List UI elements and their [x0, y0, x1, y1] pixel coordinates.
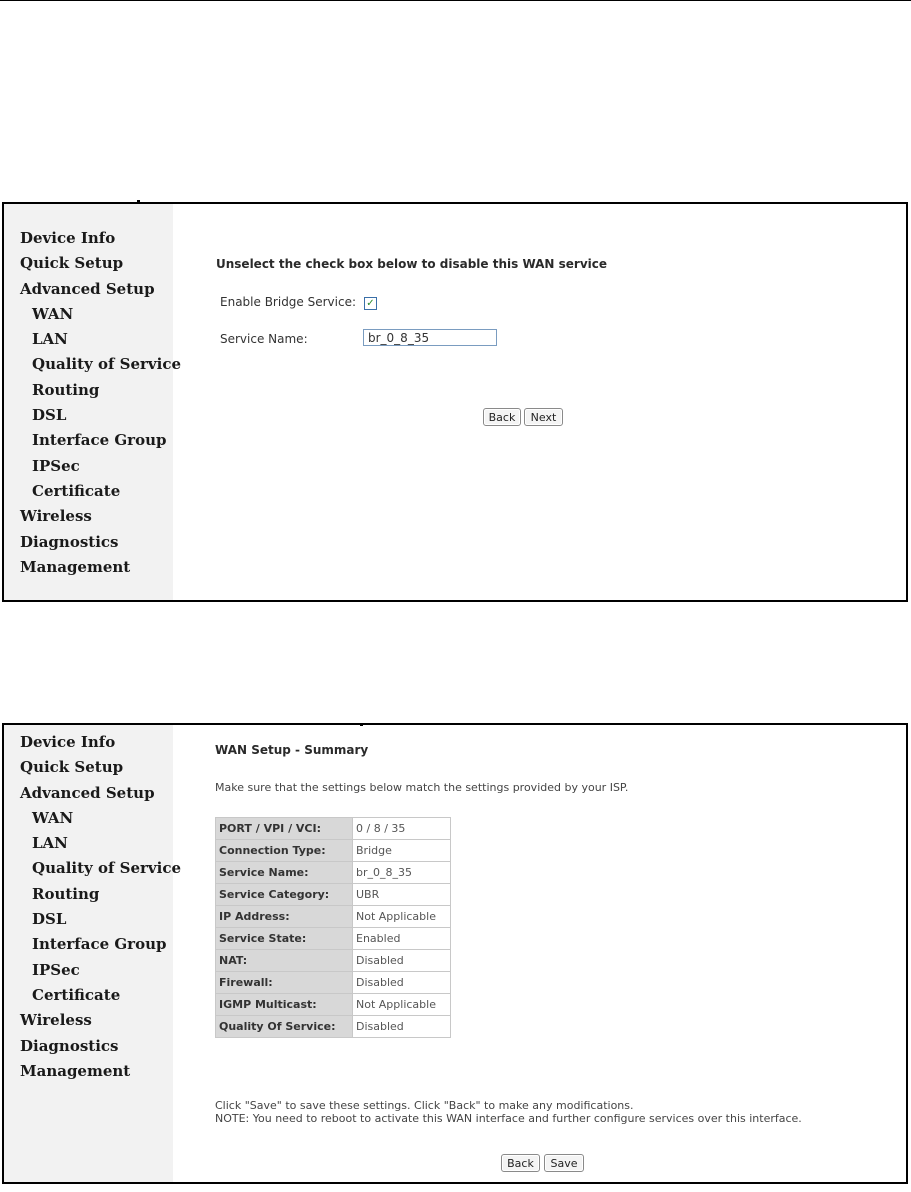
nav-item-management[interactable]: Management: [20, 557, 131, 576]
nav-item-routing[interactable]: Routing: [32, 884, 100, 903]
nav-item-quality-of-service[interactable]: Quality of Service: [32, 355, 182, 374]
row-value: Disabled: [353, 1016, 451, 1038]
back-button[interactable]: Back: [483, 408, 521, 426]
row-key: Service Name:: [216, 862, 353, 884]
next-button[interactable]: Next: [524, 408, 563, 426]
nav-item-routing[interactable]: Routing: [32, 380, 100, 399]
enable-bridge-label: Enable Bridge Service:: [220, 295, 357, 309]
nav-item-certificate[interactable]: Certificate: [32, 985, 121, 1004]
nav-item-lan[interactable]: LAN: [32, 330, 68, 349]
table-row: [216, 884, 451, 906]
row-value: 0 / 8 / 35: [353, 818, 451, 840]
row-key: NAT:: [216, 950, 353, 972]
row-key: Connection Type:: [216, 840, 353, 862]
main-content: [173, 725, 906, 1182]
nav-item-advanced-setup[interactable]: Advanced Setup: [20, 279, 155, 298]
row-key: Firewall:: [216, 972, 353, 994]
row-value: Not Applicable: [353, 994, 451, 1016]
back-button[interactable]: Back: [501, 1154, 540, 1172]
main-content: [173, 204, 906, 600]
enable-bridge-checkbox[interactable]: ✓: [364, 297, 377, 310]
nav-item-device-info[interactable]: Device Info: [20, 733, 116, 751]
sidebar-nav: [4, 725, 182, 1182]
table-row: [216, 928, 451, 950]
bridge-service-panel: [2, 202, 908, 602]
nav-item-wireless[interactable]: Wireless: [20, 1011, 92, 1030]
nav-list: [20, 730, 181, 1084]
nav-item-certificate[interactable]: Certificate: [32, 481, 121, 500]
nav-item-dsl[interactable]: DSL: [32, 910, 67, 929]
nav-item-management[interactable]: Management: [20, 1061, 131, 1080]
table-row: [216, 818, 451, 840]
footer-save-instruction: Click "Save" to save these settings. Click "Back" to make any modifications.: [215, 1099, 634, 1112]
service-name-label: Service Name:: [220, 332, 308, 346]
row-key: Quality Of Service:: [216, 1016, 353, 1038]
nav-item-advanced-setup[interactable]: Advanced Setup: [20, 783, 155, 802]
nav-item-interface-group[interactable]: Interface Group: [32, 431, 167, 450]
nav-list: [20, 226, 181, 580]
nav-item-diagnostics[interactable]: Diagnostics: [20, 532, 119, 551]
nav-item-wan[interactable]: WAN: [32, 808, 74, 827]
nav-item-diagnostics[interactable]: Diagnostics: [20, 1036, 119, 1055]
sidebar-nav: [4, 204, 182, 600]
row-key: IP Address:: [216, 906, 353, 928]
page-title: WAN Setup - Summary: [215, 743, 369, 757]
decorative-tick: [137, 200, 140, 203]
nav-item-ipsec[interactable]: IPSec: [32, 960, 80, 979]
row-value: Disabled: [353, 950, 451, 972]
row-key: Service State:: [216, 928, 353, 950]
table-row: [216, 862, 451, 884]
summary-table: [215, 817, 451, 1038]
table-row: [216, 1016, 451, 1038]
footer-note: NOTE: You need to reboot to activate this WAN interface and further configure services over this interface.: [215, 1112, 802, 1125]
page-heading: Unselect the check box below to disable this WAN service: [216, 257, 608, 271]
row-value: Disabled: [353, 972, 451, 994]
nav-item-interface-group[interactable]: Interface Group: [32, 935, 167, 954]
row-value: Enabled: [353, 928, 451, 950]
nav-item-wan[interactable]: WAN: [32, 304, 74, 323]
row-value: Bridge: [353, 840, 451, 862]
save-button[interactable]: Save: [544, 1154, 584, 1172]
nav-item-device-info[interactable]: Device Info: [20, 229, 116, 247]
row-key: Service Category:: [216, 884, 353, 906]
wan-summary-panel: [2, 723, 908, 1184]
table-row: [216, 840, 451, 862]
nav-item-quick-setup[interactable]: Quick Setup: [20, 254, 124, 273]
table-row: [216, 950, 451, 972]
nav-item-ipsec[interactable]: IPSec: [32, 456, 80, 475]
service-name-input[interactable]: br_0_8_35: [363, 329, 497, 346]
row-value: UBR: [353, 884, 451, 906]
intro-text: Make sure that the settings below match the settings provided by your ISP.: [215, 781, 629, 794]
row-value: br_0_8_35: [353, 862, 451, 884]
table-row: [216, 994, 451, 1016]
row-key: PORT / VPI / VCI:: [216, 818, 353, 840]
nav-item-wireless[interactable]: Wireless: [20, 507, 92, 526]
row-key: IGMP Multicast:: [216, 994, 353, 1016]
nav-item-quick-setup[interactable]: Quick Setup: [20, 758, 124, 777]
decorative-tick: [360, 723, 363, 726]
nav-item-lan[interactable]: LAN: [32, 834, 68, 853]
table-row: [216, 972, 451, 994]
nav-item-quality-of-service[interactable]: Quality of Service: [32, 859, 182, 878]
table-row: [216, 906, 451, 928]
nav-item-dsl[interactable]: DSL: [32, 406, 67, 425]
page-top-rule: [0, 0, 911, 1]
row-value: Not Applicable: [353, 906, 451, 928]
